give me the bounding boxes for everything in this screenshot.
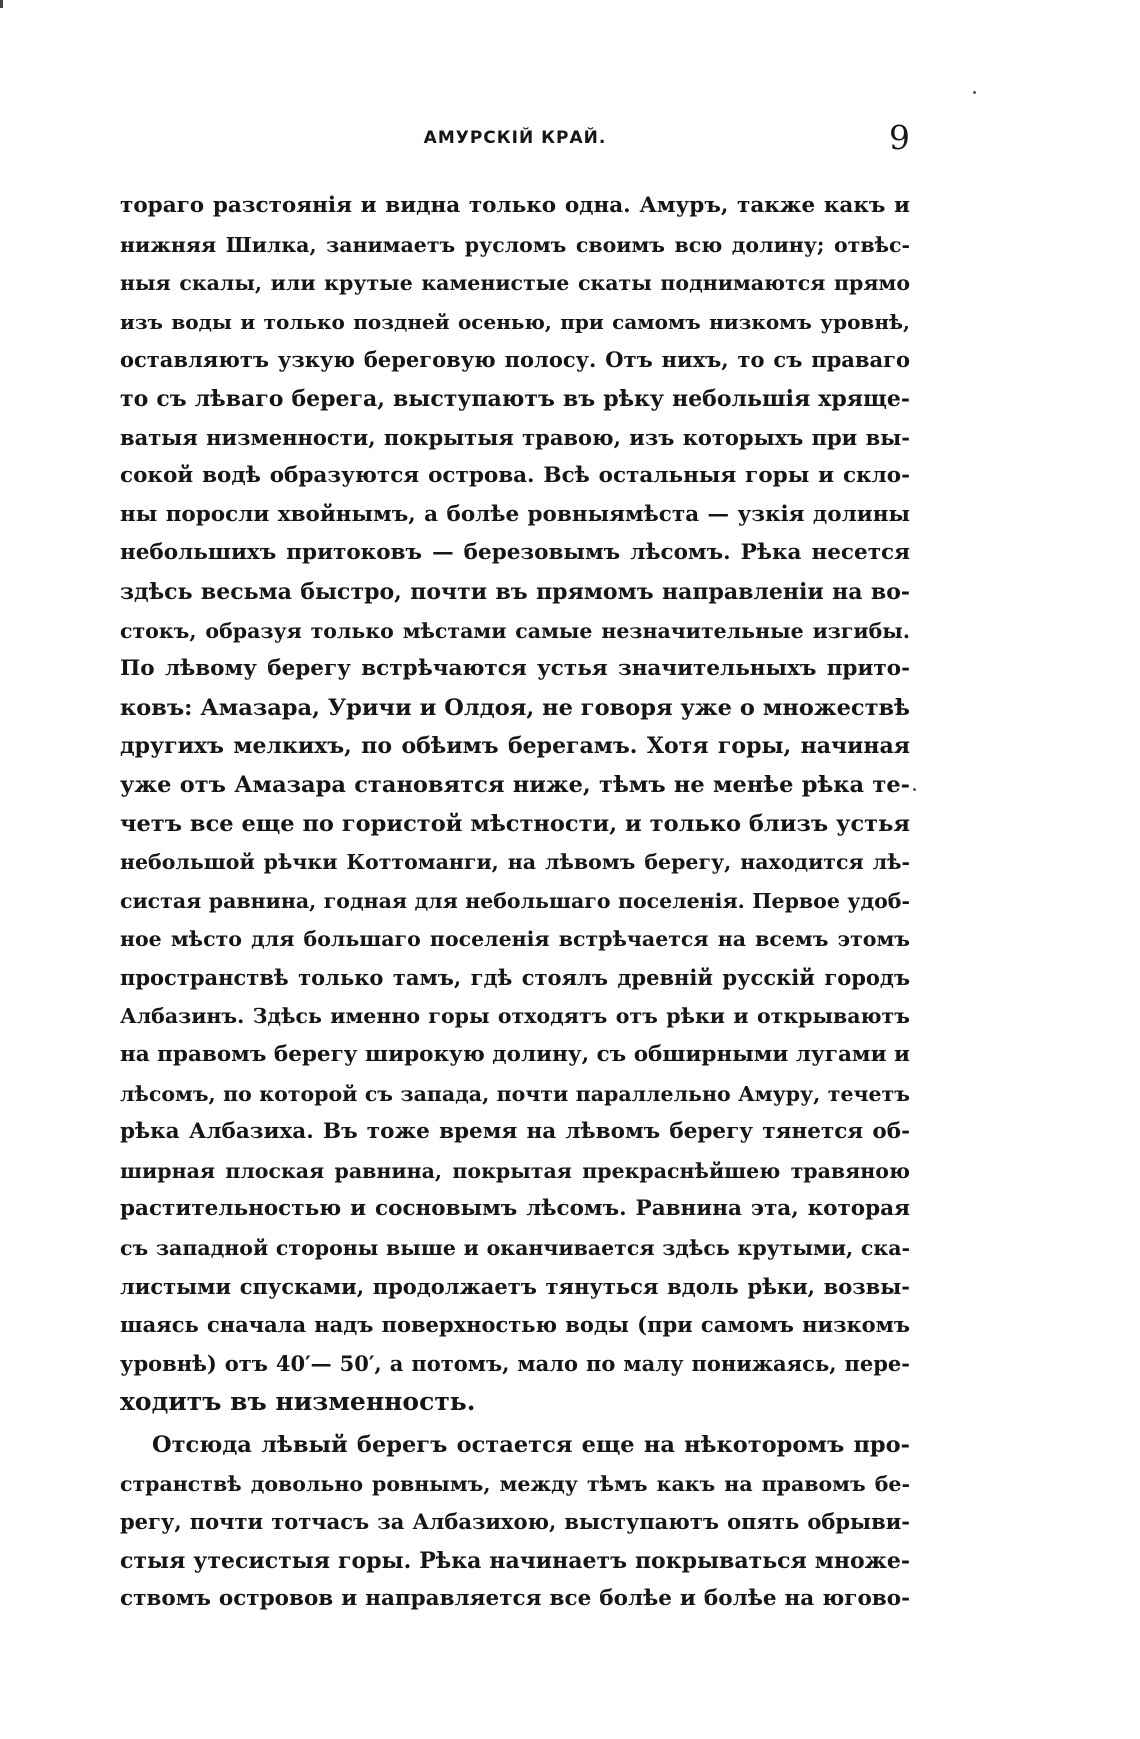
text-line: тораго разстоянія и видна только одна. Амуръ, также какъ и: [120, 193, 910, 218]
text-line: то съ лѣваго берега, выступаютъ въ рѣку небольшія хряще-: [120, 385, 910, 412]
paragraph-2: [120, 1426, 910, 1619]
text-line: уровнѣ) отъ 40′— 50′, а потомъ, мало по малу понижаясь, пере-: [120, 1350, 910, 1376]
scan-speck: [973, 91, 976, 94]
text-line: стыя утесистыя горы. Рѣка начинаетъ покрываться множе-: [120, 1547, 910, 1574]
text-line: Албазинъ. Здѣсь именно горы отходятъ отъ рѣки и открываютъ: [120, 1004, 910, 1029]
text-line: уже отъ Амазара становятся ниже, тѣмъ не менѣе рѣка те-: [120, 771, 910, 798]
text-line: другихъ мелкихъ, по обѣимъ берегамъ. Хотя горы, начиная: [120, 733, 910, 760]
text-line: лѣсомъ, по которой съ запада, почти параллельно Амуру, течетъ: [120, 1081, 910, 1106]
text-line: листыми спусками, продолжаетъ тянуться вдоль рѣки, возвы-: [120, 1273, 910, 1299]
text-line: растительностью и сосновымъ лѣсомъ. Равнина эта, которая: [120, 1196, 910, 1222]
page-number: 9: [889, 118, 910, 157]
running-title: АМУРСКІЙ КРАЙ.: [423, 128, 607, 148]
text-line: здѣсь весьма быстро, почти въ прямомъ направленіи на во-: [120, 578, 910, 605]
text-line: съ западной стороны выше и оканчивается здѣсь крутыми, ска-: [120, 1236, 910, 1261]
text-line: четъ все еще по гористой мѣстности, и только близъ устья: [120, 810, 910, 837]
text-line: ное мѣсто для большаго поселенія встрѣчается на всемъ этомъ: [120, 927, 910, 952]
text-line: ширная плоская равнина, покрытая прекраснѣйшею травяною: [120, 1158, 910, 1183]
text-line: ныя скалы, или крутые каменистые скаты поднимаются прямо: [120, 271, 910, 296]
text-line: нижняя Шилка, занимаетъ русломъ своимъ всю долину; отвѣс-: [120, 232, 910, 257]
text-line: По лѣвому берегу встрѣчаются устья значительныхъ прито-: [120, 656, 910, 682]
text-line: ствомъ островов и направляется все болѣе и болѣе на югово-: [120, 1586, 910, 1612]
text-line: систая равнина, годная для небольшаго поселенія. Первое удоб-: [120, 888, 910, 913]
text-line: ковъ: Амазара, Уричи и Олдоя, не говоря уже о множествѣ: [120, 694, 910, 721]
text-line: рѣка Албазиха. Въ тоже время на лѣвомъ берегу тянется об-: [120, 1119, 910, 1145]
paragraph-1: [120, 187, 910, 1422]
text-line: на правомъ берегу широкую долину, съ обширными лугами и: [120, 1042, 910, 1068]
body-text: [120, 187, 910, 1619]
text-line: сокой водѣ образуются острова. Всѣ остальныя горы и скло-: [120, 463, 910, 489]
text-line: шаясь сначала надъ поверхностью воды (при самомъ низкомъ: [120, 1312, 910, 1338]
text-line: пространствѣ только тамъ, гдѣ стоялъ древній русскій городъ: [120, 964, 910, 990]
text-line: странствѣ довольно ровнымъ, между тѣмъ какъ на правомъ бе-: [120, 1471, 910, 1496]
scan-edge-mark: [0, 0, 3, 8]
text-line: Отсюда лѣвый берегъ остается еще на нѣкоторомъ про-: [152, 1432, 910, 1458]
page-header: [120, 118, 910, 178]
text-line: изъ воды и только поздней осенью, при самомъ низкомъ уровнѣ,: [120, 309, 910, 334]
text-line: регу, почти тотчасъ за Албазихою, выступаютъ опять обрыви-: [120, 1509, 910, 1535]
text-line: стокъ, образуя только мѣстами самые незначительные изгибы.: [120, 618, 910, 643]
text-line: ходитъ въ низменность.: [120, 1387, 476, 1417]
text-line: небольшихъ притоковъ — березовымъ лѣсомъ. Рѣка несется: [120, 540, 910, 566]
scan-speck: [913, 788, 916, 791]
text-line: ны поросли хвойнымъ, а болѣе ровныямѣста — узкія долины: [120, 501, 910, 527]
text-line: оставляютъ узкую береговую полосу. Отъ нихъ, то съ праваго: [120, 347, 910, 373]
text-line: небольшой рѣчки Коттоманги, на лѣвомъ берегу, находится лѣ-: [120, 850, 910, 875]
text-line: ватыя низменности, покрытыя травою, изъ которыхъ при вы-: [120, 424, 910, 450]
